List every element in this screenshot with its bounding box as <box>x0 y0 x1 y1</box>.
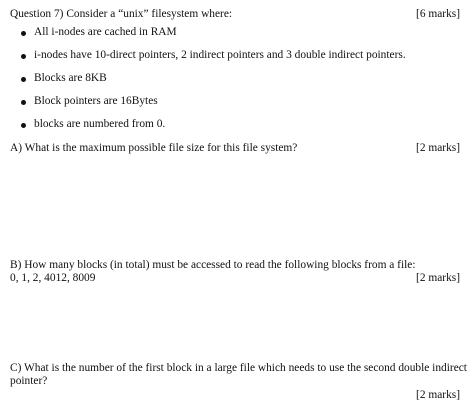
condition-text: Block pointers are 16Bytes <box>34 95 158 107</box>
part-c-text-line1: C) What is the number of the first block in a large file which needs to use the second double indirect <box>10 362 467 374</box>
condition-text: All i-nodes are cached in RAM <box>34 26 177 38</box>
bullet-icon <box>21 77 26 82</box>
question-marks: [6 marks] <box>416 8 460 20</box>
part-c-text-line2: pointer? <box>10 375 48 387</box>
bullet-icon <box>21 123 26 128</box>
condition-text: i-nodes have 10-direct pointers, 2 indirect pointers and 3 double indirect pointers. <box>34 49 406 61</box>
list-item <box>21 26 406 49</box>
bullet-icon <box>21 54 26 59</box>
part-b-detail <box>10 272 460 286</box>
list-item <box>21 95 406 118</box>
list-item <box>21 118 406 141</box>
conditions-list <box>21 26 406 141</box>
question-header <box>10 8 460 22</box>
part-a-marks: [2 marks] <box>416 142 460 154</box>
part-a <box>10 142 460 156</box>
question-title: Question 7) Consider a “unix” filesystem where: <box>10 8 233 20</box>
part-c-marks: [2 marks] <box>416 389 460 401</box>
part-b-marks: [2 marks] <box>416 272 460 284</box>
bullet-icon <box>21 100 26 105</box>
list-item <box>21 72 406 95</box>
part-a-text: A) What is the maximum possible file size for this file system? <box>10 142 298 154</box>
condition-text: Blocks are 8KB <box>34 72 107 84</box>
part-c-marks-row <box>10 389 460 403</box>
part-b-text: B) How many blocks (in total) must be accessed to read the following blocks from a file: <box>10 259 416 271</box>
part-b-block-list: 0, 1, 2, 4012, 8009 <box>10 272 96 284</box>
list-item <box>21 49 406 72</box>
condition-text: blocks are numbered from 0. <box>34 118 166 130</box>
bullet-icon <box>21 31 26 36</box>
